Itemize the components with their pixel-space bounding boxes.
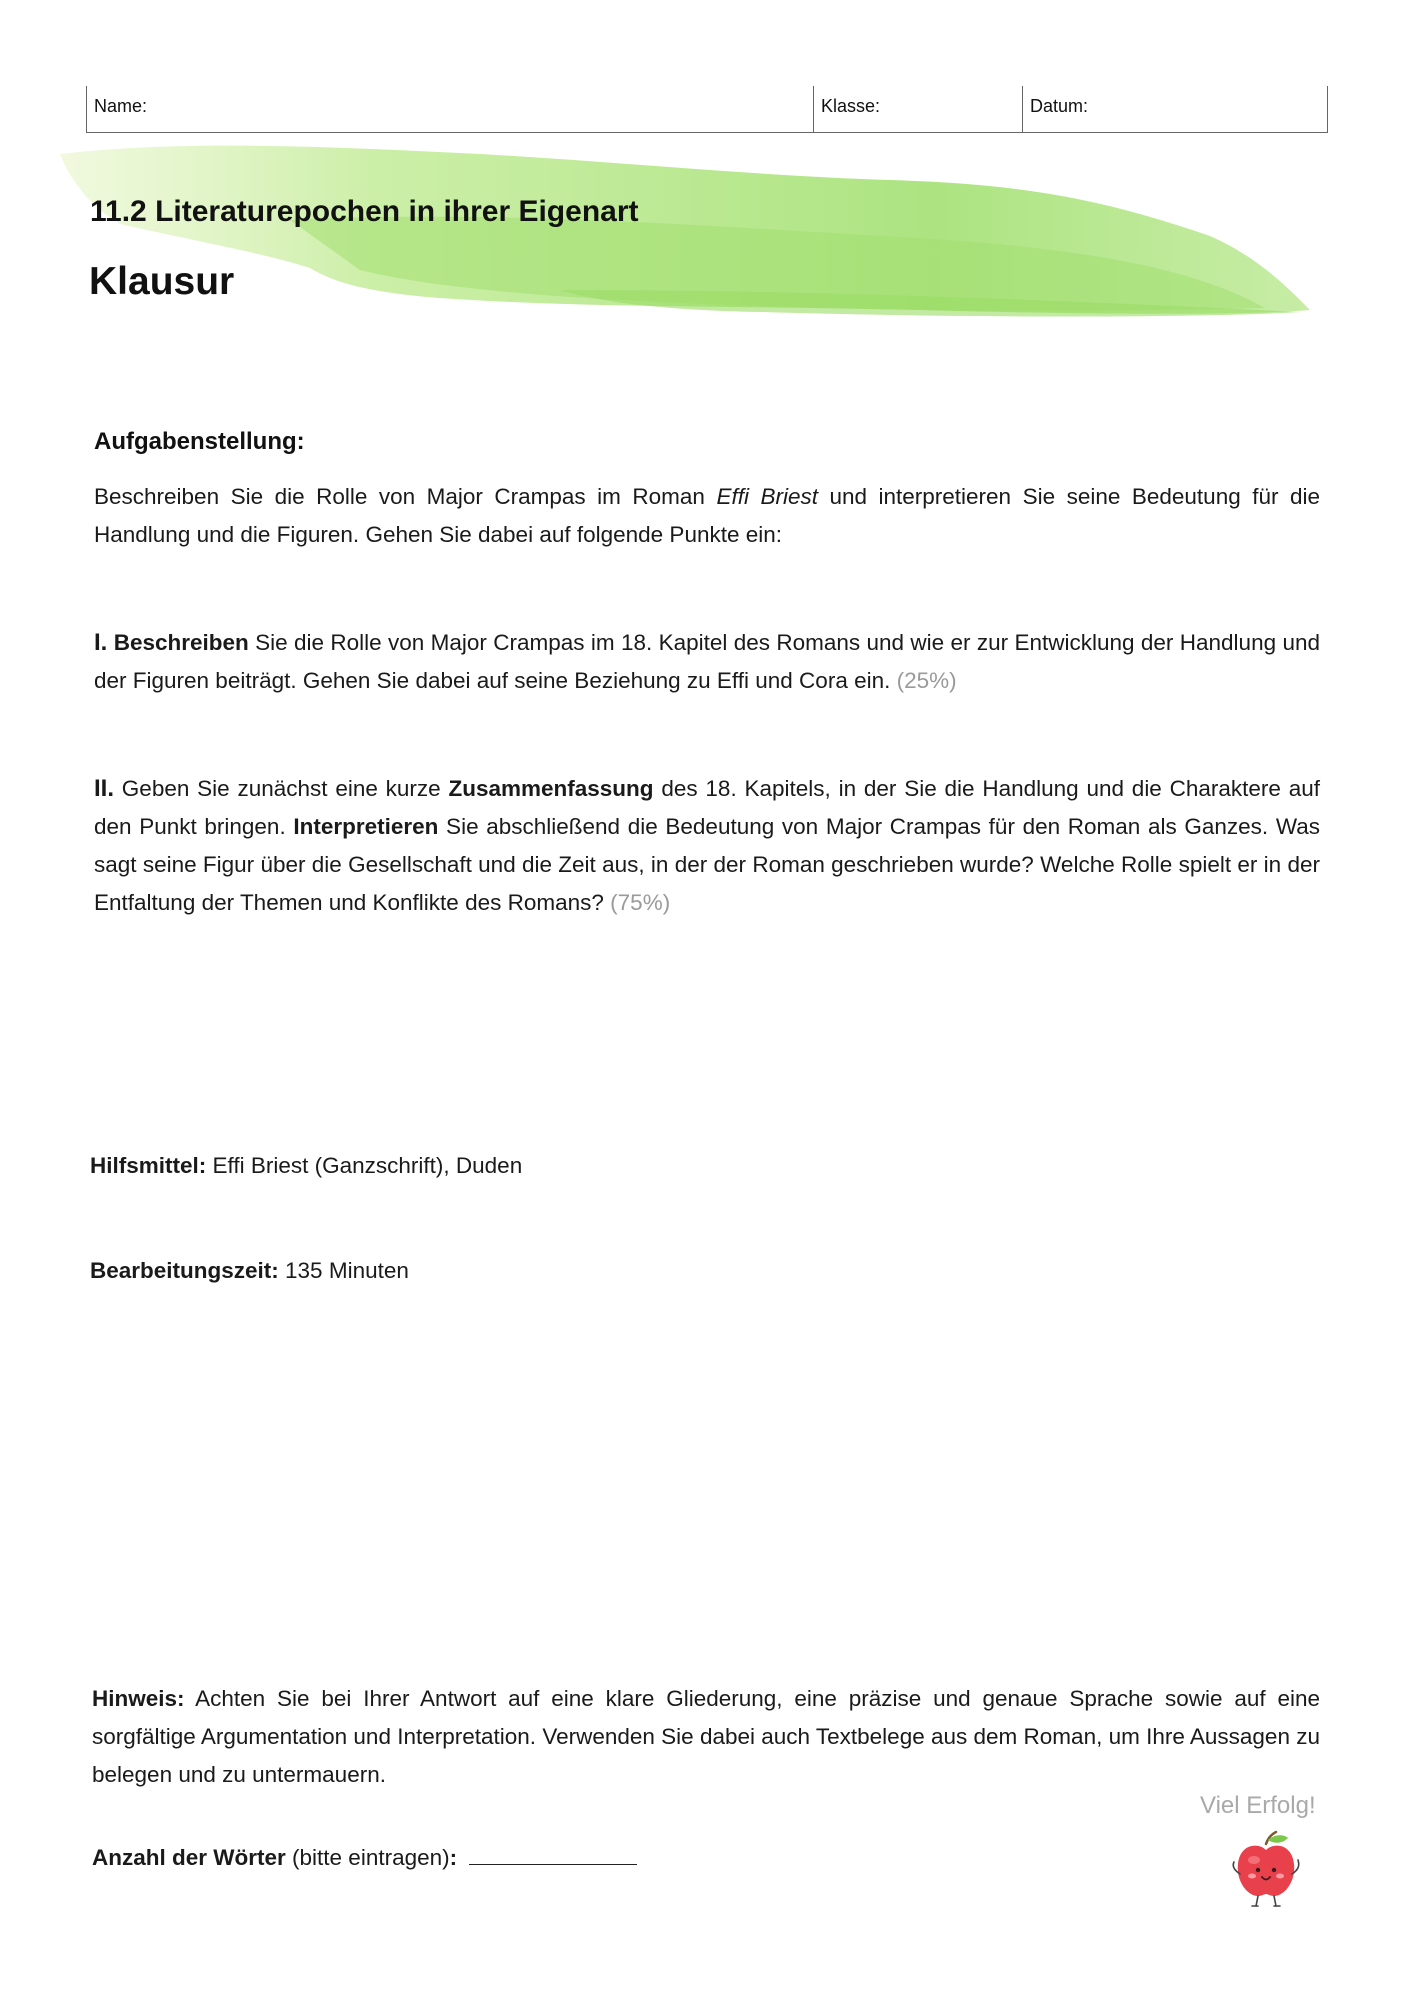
task-heading: Aufgabenstellung: xyxy=(94,428,305,455)
intro-text-post: und interpretieren Sie seine Bedeutung für die Handlung und die Figuren. Gehen Sie dabei auf folgende Punkte ein: xyxy=(94,484,1320,547)
name-field[interactable] xyxy=(87,86,814,132)
aids-label: Hilfsmittel: xyxy=(90,1153,207,1178)
task-intro xyxy=(94,478,1320,554)
part-1-numeral: I. xyxy=(94,629,108,656)
word-count-input[interactable] xyxy=(469,1840,637,1865)
part-2-numeral: II. xyxy=(94,775,115,802)
part-2-text-b: des 18. Kapitels, in der Sie die Handlung und die Charaktere auf den Punkt bringen. xyxy=(94,776,1320,839)
unit-title: 11.2 Literaturepochen in ihrer Eigenart xyxy=(90,195,639,228)
part-1-text: Sie die Rolle von Major Crampas im 18. Kapitel des Romans und wie er zur Entwicklung der Handlung und der Figuren beiträgt. Gehen Sie dabei auf seine Beziehung zu Effi und Cora ein. xyxy=(94,630,1320,693)
student-info-header xyxy=(86,86,1328,133)
class-label: Klasse: xyxy=(821,96,881,116)
part-2-weight: (75%) xyxy=(610,890,671,915)
part-2-keyword-summary: Zusammenfassung xyxy=(448,776,654,801)
word-count-colon: : xyxy=(449,1845,458,1870)
intro-text-pre: Beschreiben Sie die Rolle von Major Crampas im Roman xyxy=(94,484,717,509)
part-2-keyword-interpret: Interpretieren xyxy=(293,814,439,839)
date-field[interactable] xyxy=(1023,86,1327,132)
word-count-label: Anzahl der Wörter xyxy=(92,1845,286,1870)
date-label: Datum: xyxy=(1030,96,1089,116)
note-text: Achten Sie bei Ihrer Antwort auf eine klare Gliederung, eine präzise und genaue Sprache sowie auf eine sorgfältige Argumentation und Interpretation. Verwenden Sie dabei auch Textbelege aus dem Roman, um Ihre Aussagen zu belegen und zu untermauern. xyxy=(92,1686,1320,1787)
note-label: Hinweis: xyxy=(92,1686,185,1711)
apple-mascot-icon xyxy=(1228,1830,1304,1910)
aids-value: Effi Briest (Ganzschrift), Duden xyxy=(206,1153,523,1178)
word-count-hint: (bitte eintragen) xyxy=(285,1845,450,1870)
part-2-text-c: Sie abschließend die Bedeutung von Major Crampas für den Roman als Ganzes. Was sagt seine Figur über die Gesellschaft und die Zeit aus, in der der Roman geschrieben wurde? Welche Rolle spielt er in der Entfaltung der Themen und Konflikte des Romans? xyxy=(94,814,1320,915)
book-title: Effi Briest xyxy=(716,484,818,509)
time-value: 135 Minuten xyxy=(278,1258,409,1283)
aids-line xyxy=(90,1147,522,1185)
task-part-2 xyxy=(94,770,1320,922)
page-title: Klausur xyxy=(89,260,235,303)
time-line xyxy=(90,1252,409,1290)
green-brush-stroke xyxy=(60,140,1320,340)
word-count-line xyxy=(92,1839,637,1877)
name-label: Name: xyxy=(94,96,148,116)
good-luck-text: Viel Erfolg! xyxy=(1200,1792,1316,1819)
part-1-keyword: Beschreiben xyxy=(113,630,249,655)
part-2-text-a: Geben Sie zunächst eine kurze xyxy=(114,776,449,801)
time-label: Bearbeitungszeit: xyxy=(90,1258,279,1283)
part-1-weight: (25%) xyxy=(896,668,957,693)
note-paragraph xyxy=(92,1680,1320,1794)
task-part-1 xyxy=(94,624,1320,700)
class-field[interactable] xyxy=(814,86,1023,132)
